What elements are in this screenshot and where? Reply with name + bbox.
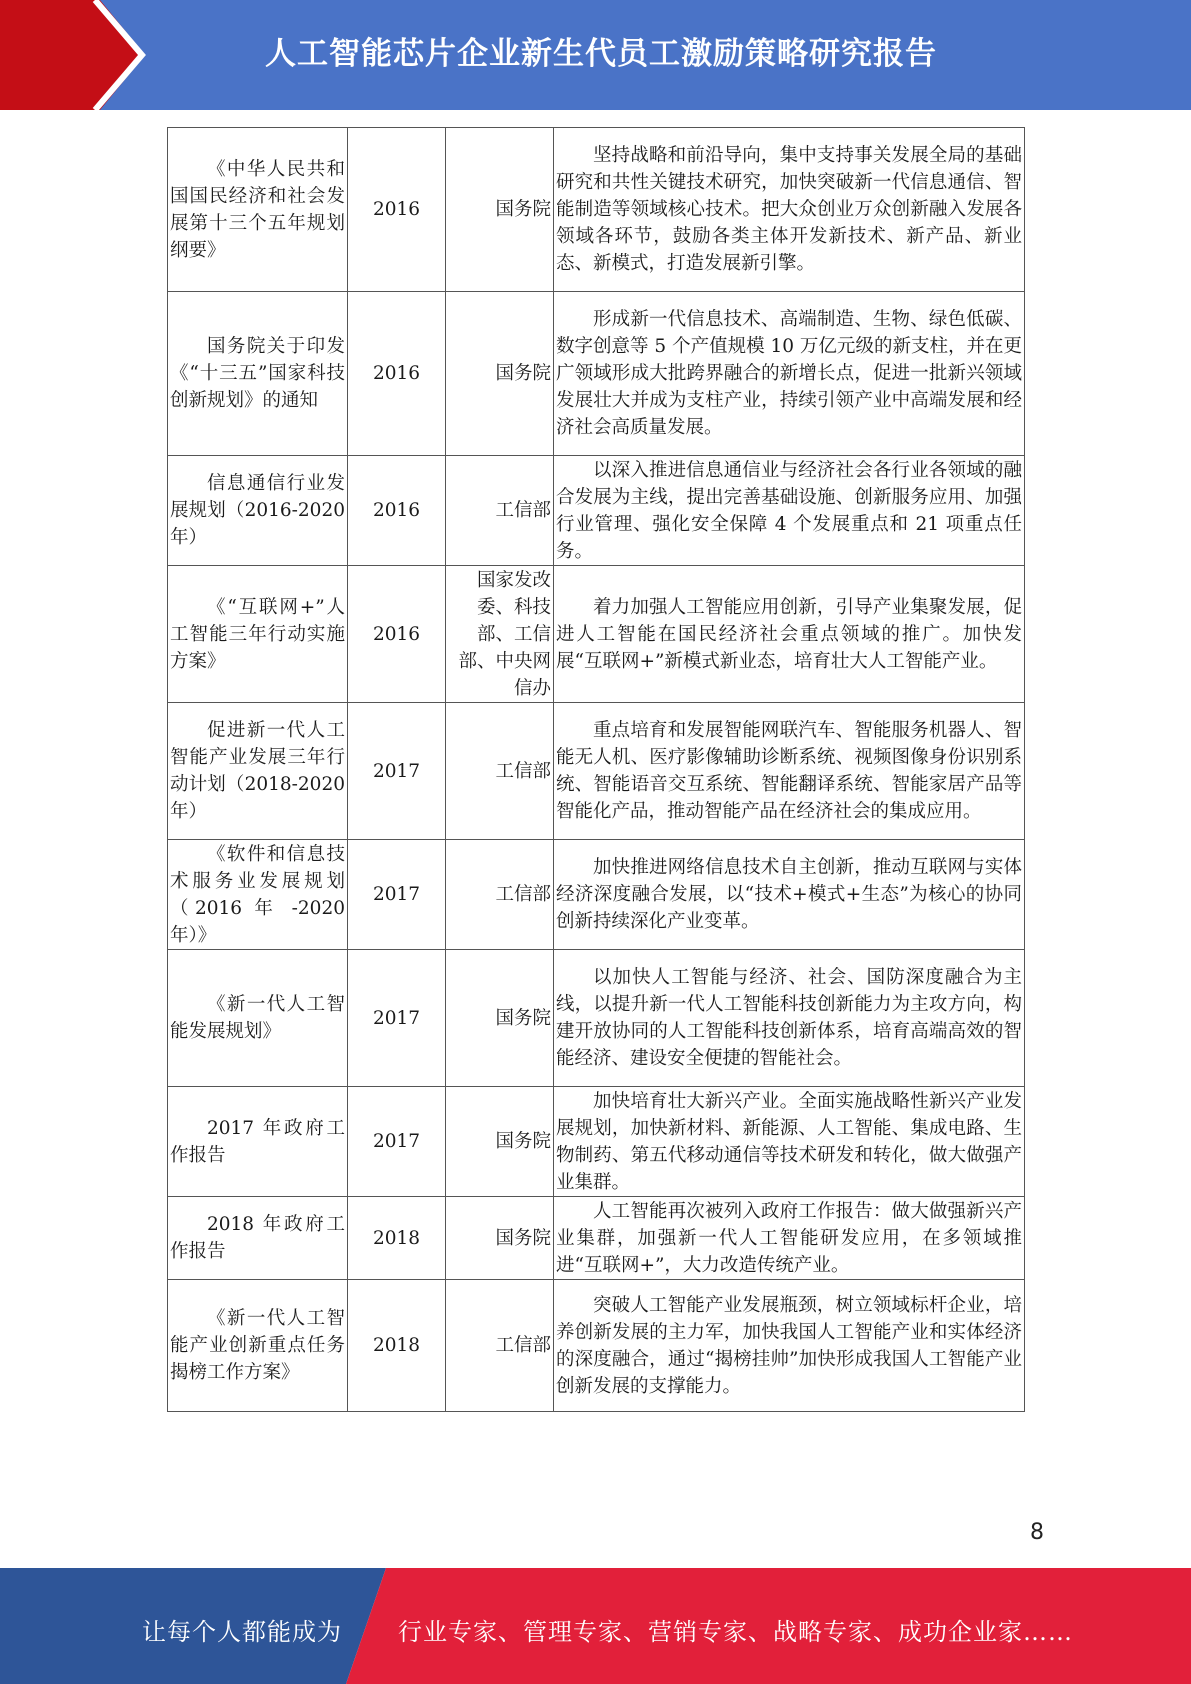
- table-row: [168, 703, 1025, 840]
- policy-content-cell: [554, 950, 1025, 1087]
- policy-name-cell-text: 《中华人民共和国国民经济和社会发展第十三个五年规划纲要》: [170, 158, 345, 261]
- policy-issuer-cell: [446, 1197, 554, 1280]
- policy-name-cell-text: 国务院关于印发《“十三五”国家科技创新规划》的通知: [170, 336, 345, 411]
- policy-name-cell-text: 2017 年政府工作报告: [170, 1117, 345, 1166]
- policy-content-cell-text: 以加快人工智能与经济、社会、国防深度融合为主线，以提升新一代人工智能科技创新能力为主攻方向，构建开放协同的人工智能科技创新体系，培育高端高效的智能经济、建设安全便捷的智能社会。: [556, 967, 1022, 1069]
- policy-issuer-cell-text: 工信部: [495, 884, 551, 905]
- policy-name-cell: [168, 566, 348, 703]
- policy-year-cell-text: 2017: [372, 760, 421, 782]
- table-row: [168, 292, 1025, 456]
- policy-issuer-cell: [446, 1087, 554, 1197]
- policy-year-cell: [348, 1087, 446, 1197]
- policy-issuer-cell: [446, 950, 554, 1087]
- policy-name-cell: [168, 292, 348, 456]
- policy-issuer-cell: [446, 128, 554, 292]
- policy-issuer-cell: [446, 703, 554, 840]
- policy-issuer-cell-text: 国务院: [495, 1227, 551, 1249]
- policy-issuer-cell-text: 国务院: [495, 199, 551, 220]
- policy-content-cell-text: 坚持战略和前沿导向，集中支持事关发展全局的基础研究和共性关键技术研究，加快突破新一代信息通信、智能制造等领域核心技术。把大众创业万众创新融入发展各领域各环节，鼓励各类主体开发新技术、新产品、新业态、新模式，打造发展新引擎。: [556, 145, 1022, 274]
- policy-issuer-cell: [446, 1280, 554, 1412]
- policy-year-cell: [348, 292, 446, 456]
- table-row: [168, 950, 1025, 1087]
- policy-year-cell-text: 2017: [372, 1007, 421, 1029]
- policy-name-cell: [168, 1197, 348, 1280]
- policy-issuer-cell: [446, 456, 554, 566]
- policy-name-cell: [168, 456, 348, 566]
- policy-year-cell: [348, 1280, 446, 1412]
- policy-year-cell: [348, 566, 446, 703]
- policy-name-cell: [168, 703, 348, 840]
- policy-content-cell-text: 加快推进网络信息技术自主创新，推动互联网与实体经济深度融合发展，以“技术+模式+生态”为核心的协同创新持续深化产业变革。: [556, 857, 1022, 932]
- policy-issuer-cell-text: 工信部: [495, 500, 551, 521]
- footer-slogan-left: 让每个人都能成为: [142, 1618, 342, 1646]
- policy-name-cell-text: 促进新一代人工智能产业发展三年行动计划（2018-2020 年）: [170, 720, 345, 822]
- policy-year-cell-text: 2016: [372, 199, 421, 220]
- policy-issuer-cell: [446, 840, 554, 950]
- policy-content-cell-text: 人工智能再次被列入政府工作报告：做大做强新兴产业集群，加强新一代人工智能研发应用，在多领域推进“互联网+”，大力改造传统产业。: [556, 1200, 1022, 1276]
- policy-name-cell-text: 《新一代人工智能产业创新重点任务揭榜工作方案》: [170, 1308, 345, 1383]
- policy-content-cell: [554, 1280, 1025, 1412]
- policy-issuer-cell: [446, 292, 554, 456]
- policy-content-cell: [554, 703, 1025, 840]
- policy-issuer-cell-text: 国务院: [495, 1007, 551, 1029]
- policy-year-cell: [348, 128, 446, 292]
- policy-table: [167, 127, 1025, 1412]
- table-row: [168, 1087, 1025, 1197]
- policy-content-cell-text: 以深入推进信息通信业与经济社会各行业各领域的融合发展为主线，提出完善基础设施、创新服务应用、加强行业管理、强化安全保障 4 个发展重点和 21 项重点任务。: [556, 459, 1022, 562]
- policy-year-cell-text: 2016: [372, 363, 421, 384]
- policy-name-cell-text: 2018 年政府工作报告: [170, 1214, 345, 1262]
- policy-content-cell: [554, 1197, 1025, 1280]
- policy-name-cell: [168, 840, 348, 950]
- policy-year-cell: [348, 840, 446, 950]
- report-title: 人工智能芯片企业新生代员工激励策略研究报告: [265, 36, 937, 72]
- policy-content-cell: [554, 456, 1025, 566]
- policy-content-cell: [554, 840, 1025, 950]
- policy-content-cell-text: 着力加强人工智能应用创新，引导产业集聚发展，促进人工智能在国民经济社会重点领域的推广。加快发展“互联网+”新模式新业态，培育壮大人工智能产业。: [556, 596, 1022, 672]
- table-row: [168, 1280, 1025, 1412]
- policy-year-cell: [348, 1197, 446, 1280]
- policy-issuer-cell-text: 国家发改委、科技部、工信部、中央网信办: [458, 569, 551, 699]
- page-header: [0, 0, 1191, 110]
- policy-year-cell-text: 2018: [372, 1335, 421, 1356]
- table-row: [168, 566, 1025, 703]
- policy-content-cell-text: 加快培育壮大新兴产业。全面实施战略性新兴产业发展规划，加快新材料、新能源、人工智能、集成电路、生物制药、第五代移动通信等技术研发和转化，做大做强产业集群。: [556, 1090, 1022, 1193]
- policy-content-cell: [554, 128, 1025, 292]
- policy-name-cell: [168, 1087, 348, 1197]
- policy-year-cell-text: 2018: [372, 1227, 421, 1249]
- policy-content-cell-text: 重点培育和发展智能网联汽车、智能服务机器人、智能无人机、医疗影像辅助诊断系统、视频图像身份识别系统、智能语音交互系统、智能翻译系统、智能家居产品等智能化产品，推动智能产品在经济社会的集成应用。: [556, 720, 1022, 822]
- policy-issuer-cell-text: 工信部: [495, 1335, 551, 1356]
- policy-issuer-cell: [446, 566, 554, 703]
- footer-slogan-right: 行业专家、管理专家、营销专家、战略专家、成功企业家……: [398, 1618, 1073, 1646]
- policy-year-cell-text: 2016: [372, 623, 421, 645]
- policy-content-cell-text: 突破人工智能产业发展瓶颈，树立领域标杆企业，培养创新发展的主力军，加快我国人工智能产业和实体经济的深度融合，通过“揭榜挂帅”加快形成我国人工智能产业创新发展的支撑能力。: [556, 1294, 1022, 1397]
- policy-issuer-cell-text: 国务院: [495, 363, 551, 384]
- header-arrow-decoration: [0, 0, 160, 110]
- policy-year-cell: [348, 950, 446, 1087]
- policy-year-cell-text: 2016: [372, 500, 421, 521]
- policy-name-cell: [168, 128, 348, 292]
- policy-content-cell: [554, 1087, 1025, 1197]
- policy-name-cell: [168, 950, 348, 1087]
- table-row: [168, 1197, 1025, 1280]
- policy-name-cell-text: 信息通信行业发展规划（2016-2020 年）: [170, 473, 345, 548]
- policy-year-cell-text: 2017: [372, 884, 421, 905]
- policy-name-cell-text: 《新一代人工智能发展规划》: [170, 994, 345, 1042]
- table-row: [168, 128, 1025, 292]
- policy-year-cell: [348, 703, 446, 840]
- policy-name-cell: [168, 1280, 348, 1412]
- policy-issuer-cell-text: 国务院: [495, 1131, 551, 1152]
- policy-content-cell: [554, 292, 1025, 456]
- policy-name-cell-text: 《软件和信息技术服务业发展规划（2016 年 -2020 年）》: [170, 843, 345, 946]
- table-row: [168, 456, 1025, 566]
- policy-content-cell: [554, 566, 1025, 703]
- policy-issuer-cell-text: 工信部: [495, 760, 551, 782]
- policy-year-cell-text: 2017: [372, 1131, 421, 1152]
- table-row: [168, 840, 1025, 950]
- page-footer: [0, 1568, 1191, 1684]
- page-number: 8: [1030, 1520, 1044, 1545]
- policy-name-cell-text: 《“互联网+”人工智能三年行动实施方案》: [170, 596, 345, 672]
- policy-year-cell: [348, 456, 446, 566]
- policy-content-cell-text: 形成新一代信息技术、高端制造、生物、绿色低碳、数字创意等 5 个产值规模 10 万亿元级的新支柱，并在更广领域形成大批跨界融合的新增长点，促进一批新兴领域发展壮大并成为支柱产业，持续引领产业中高端发展和经济社会高质量发展。: [556, 309, 1022, 438]
